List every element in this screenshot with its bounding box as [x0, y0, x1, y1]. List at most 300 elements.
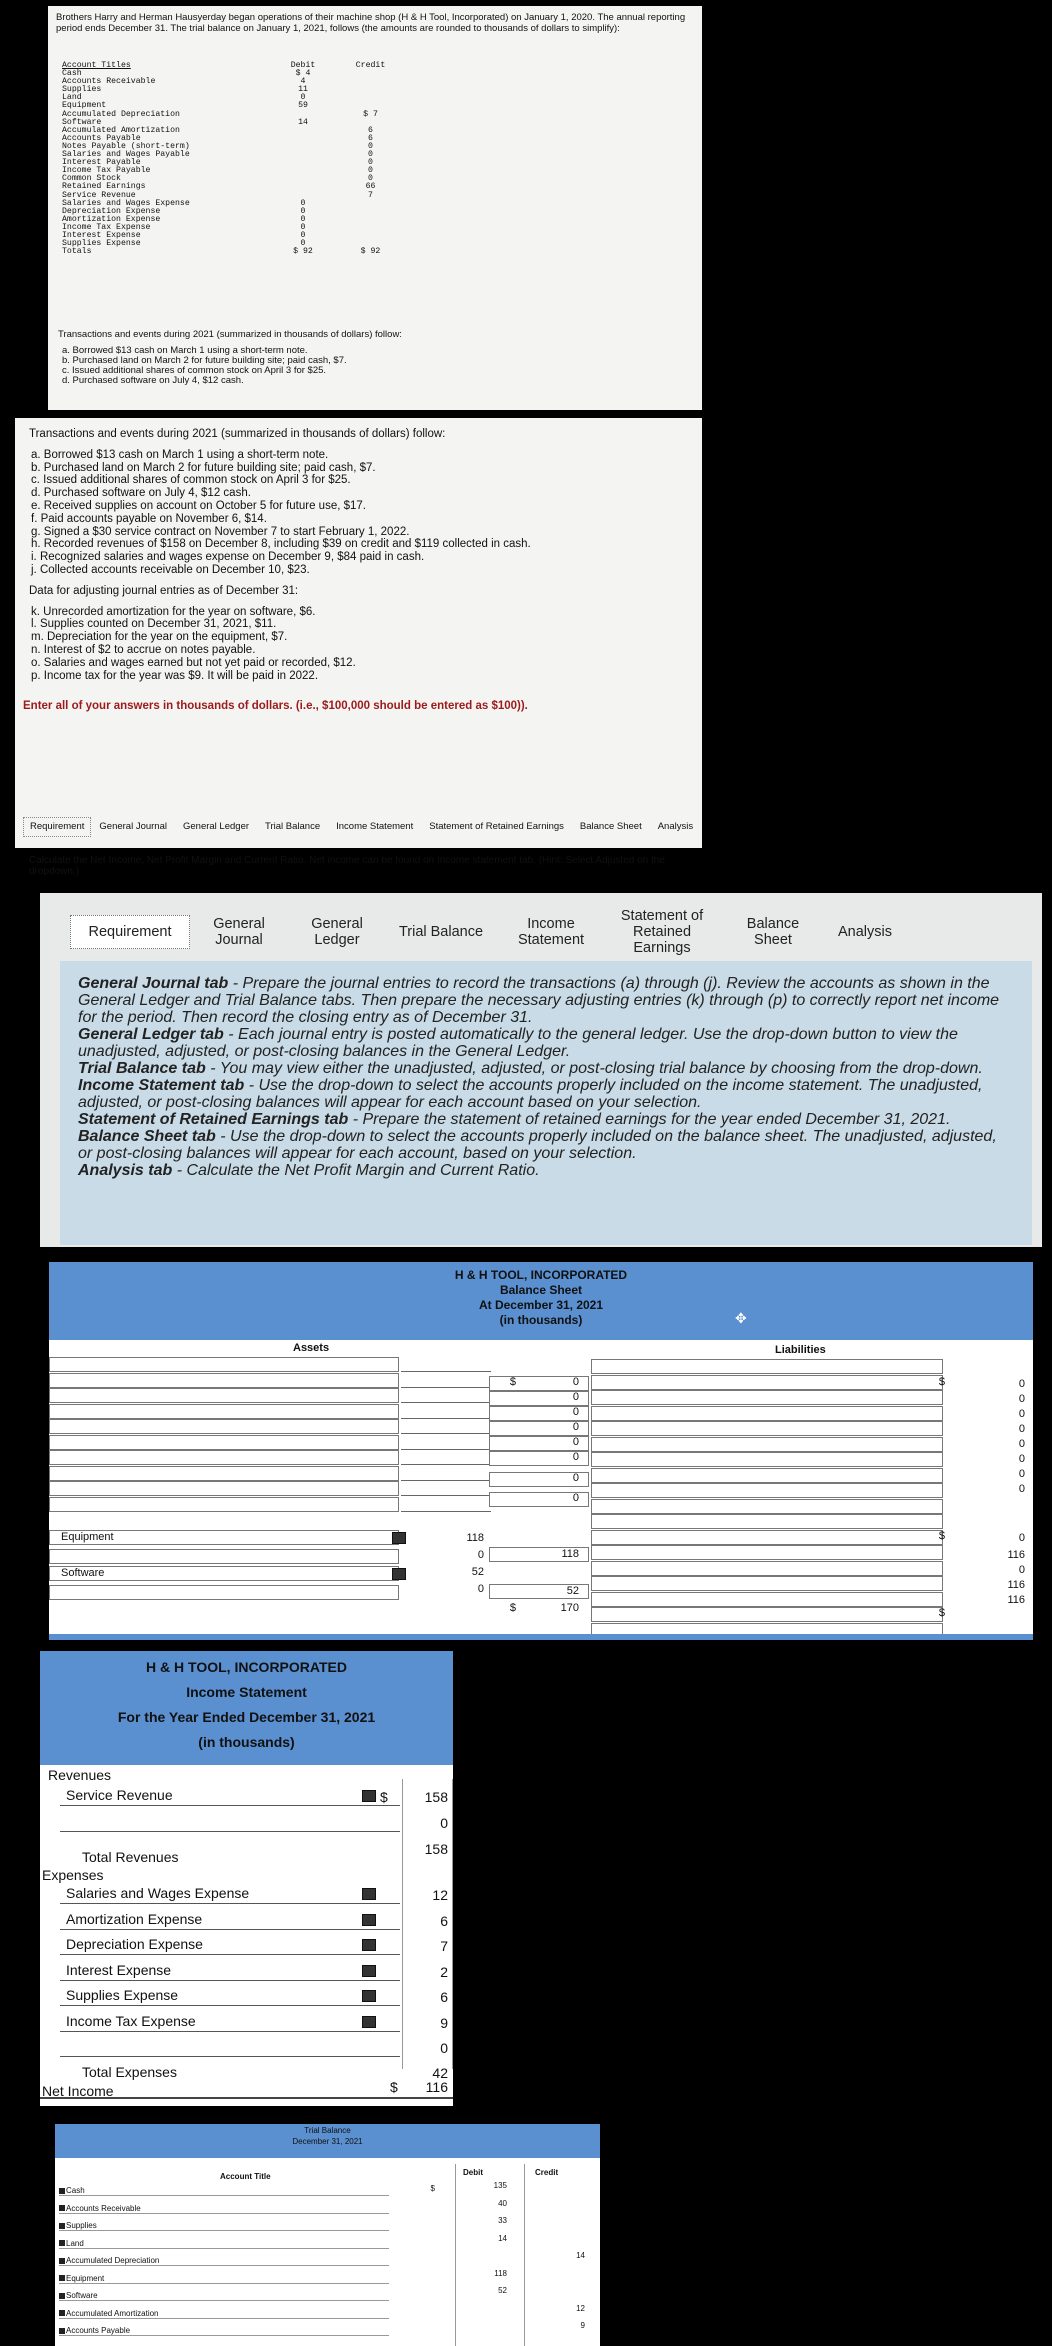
- dropdown-icon[interactable]: [59, 2188, 65, 2194]
- problem-panel-full: [15, 418, 702, 877]
- instruction-tab-name: Income Statement tab: [78, 1077, 245, 1094]
- tab-small-4[interactable]: Income Statement: [336, 821, 414, 832]
- transaction-item: j. Collected accounts receivable on December 10, $23.: [31, 563, 310, 576]
- tb-credit: $ 7: [363, 109, 378, 119]
- tb-account-name: Software: [66, 2291, 98, 2300]
- instruction-text: - Prepare the statement of retained earnings for the year ended December 31, 2021.: [348, 1111, 951, 1128]
- transaction-item: h. Recorded revenues of $158 on December 8, including $39 on credit and $119 collected in cash.: [31, 538, 531, 551]
- tb-debit: [268, 167, 338, 175]
- instruction-line: [78, 975, 1014, 1026]
- liability-value: 116: [1007, 1594, 1025, 1606]
- tb-credit: 0: [368, 150, 373, 160]
- transactions-short: [58, 330, 678, 386]
- other-account[interactable]: [49, 1585, 399, 1600]
- tab-income-statement[interactable]: Income Statement: [517, 915, 585, 948]
- expense-value: 6: [440, 1989, 448, 2005]
- trial-balance: [55, 2124, 600, 2346]
- instruction-text: - You may view either the unadjusted, adjusted, or post-closing trial balance by choosing from the drop-down.: [205, 1060, 983, 1077]
- liability-account-input[interactable]: [591, 1452, 943, 1467]
- tb-account: Depreciation Expense: [62, 206, 161, 216]
- tb-debit-value: 40: [498, 2198, 507, 2208]
- tab-trial-balance[interactable]: Trial Balance: [398, 923, 484, 940]
- expense-value: 7: [440, 1938, 448, 1954]
- instructions-box: [60, 961, 1032, 1245]
- dropdown-icon[interactable]: [59, 2258, 65, 2264]
- blank-expense-value: 0: [440, 2040, 448, 2056]
- tb-account: Income Tax Payable: [62, 166, 151, 176]
- tabs-bar-small: [23, 806, 701, 848]
- expense-row[interactable]: [60, 1980, 400, 1981]
- tb-debit: 11: [298, 85, 308, 95]
- tb-col-credit: Credit: [535, 2168, 559, 2177]
- asset-value: 0: [572, 1436, 579, 1448]
- tb-account: Income Tax Expense: [62, 222, 151, 232]
- instruction-tab-name: Balance Sheet tab: [78, 1128, 216, 1145]
- expense-value: 12: [432, 1887, 448, 1903]
- adjustment-item: l. Supplies counted on December 31, 2021, $11.: [31, 618, 277, 631]
- bs-unit: (in thousands): [499, 1313, 583, 1327]
- debit-column-box: [455, 2164, 525, 2346]
- problem-intro: Brothers Harry and Herman Hausyerday began operations of their machine shop (H & H Tool, Incorporated) on January 1, 2020. The annual reporting period ends December 31. The trial balance on January 1, 2021, follows (the amounts are rounded to thousands of dollars to simplify):: [56, 12, 686, 34]
- trial-balance-row[interactable]: [59, 2291, 389, 2301]
- asset-account-input[interactable]: [49, 1388, 399, 1403]
- tb-debit: 0: [300, 230, 306, 240]
- software-accum: 0: [477, 1583, 484, 1595]
- liability-value: 116: [1007, 1549, 1025, 1561]
- tb-debit: [268, 151, 338, 159]
- service-revenue-label: Service Revenue: [66, 1787, 173, 1803]
- asset-amount-cell[interactable]: [401, 1466, 491, 1481]
- transaction-item: b. Purchased land on March 2 for future building site; paid cash, $7.: [62, 355, 347, 366]
- transaction-item: a. Borrowed $13 cash on March 1 using a short-term note.: [31, 448, 329, 461]
- liability-account-input[interactable]: [591, 1468, 943, 1483]
- asset-value: 0: [572, 1492, 579, 1504]
- tb-credit: [338, 224, 403, 232]
- transaction-item: d. Purchased software on July 4, $12 cash.: [31, 487, 251, 500]
- service-revenue-row[interactable]: [60, 1805, 400, 1806]
- expense-value: 9: [440, 2014, 448, 2031]
- adjustment-item: m. Depreciation for the year on the equipment, $7.: [31, 631, 288, 644]
- blank-revenue-row[interactable]: [60, 1831, 400, 1832]
- tb-credit: 0: [368, 141, 373, 151]
- dropdown-icon[interactable]: [362, 1914, 376, 1926]
- dropdown-icon[interactable]: [59, 2240, 65, 2246]
- liabilities-label: Liabilities: [775, 1344, 826, 1356]
- transaction-item: b. Purchased land on March 2 for future building site; paid cash, $7.: [31, 461, 376, 474]
- instruction-text: - Use the drop-down to select the accounts properly included on the balance sheet. The unadjusted, adjusted, or post-closing balances will appear for each account, based on your selection.: [78, 1128, 997, 1162]
- asset-value: 0: [572, 1391, 579, 1403]
- total-assets: 170: [560, 1602, 579, 1614]
- liability-value: 116: [1007, 1579, 1025, 1591]
- total-expenses-value: 42: [432, 2065, 448, 2081]
- tb-account-name: Accumulated Depreciation: [66, 2256, 160, 2265]
- dropdown-icon[interactable]: [362, 1965, 376, 1977]
- asset-account-input[interactable]: [49, 1419, 399, 1434]
- tb-title: Trial Balance: [304, 2126, 351, 2135]
- initial-trial-balance: [58, 62, 403, 256]
- dropdown-icon[interactable]: [59, 2205, 65, 2211]
- expense-label: Supplies Expense: [66, 1987, 179, 2003]
- tb-credit-value: 14: [576, 2251, 585, 2260]
- liability-value: 0: [1018, 1408, 1025, 1420]
- liability-account-input[interactable]: [591, 1592, 943, 1607]
- net-income-label: Net Income: [42, 2083, 114, 2099]
- asset-amount-cell[interactable]: [401, 1481, 491, 1496]
- tb-account-name: Accounts Receivable: [66, 2203, 141, 2213]
- transaction-item: c. Issued additional shares of common stock on April 3 for $25.: [62, 365, 327, 376]
- transaction-item: f. Paid accounts payable on November 6, $14.: [31, 512, 267, 525]
- trial-balance-row[interactable]: [59, 2221, 389, 2231]
- instruction-line: [78, 1060, 1014, 1077]
- tb-account: Accumulated Depreciation: [62, 109, 180, 119]
- asset-value: 0: [572, 1421, 579, 1433]
- is-unit: (in thousands): [198, 1734, 295, 1750]
- tb-credit: $ 92: [360, 247, 381, 257]
- liability-account-input[interactable]: [591, 1530, 943, 1545]
- equipment-net: 118: [561, 1548, 579, 1560]
- dollar-sign: $: [509, 1376, 516, 1388]
- tb-account: Interest Payable: [62, 158, 141, 168]
- hint-text: Calculate the Net Income, Net Profit Margin and Current Ratio. Net income can be found on Income statement tab. (Hint: Select Adjusted on the dropdown.): [29, 855, 665, 877]
- tb-account: Cash: [62, 69, 82, 79]
- asset-amount-cell[interactable]: [401, 1373, 491, 1388]
- net-income-border: [40, 2097, 453, 2099]
- tb-account: Service Revenue: [62, 190, 136, 200]
- instruction-tab-name: General Ledger tab: [78, 1026, 224, 1043]
- tb-account: Amortization Expense: [62, 214, 161, 224]
- tb-credit: [338, 216, 403, 224]
- is-title: Income Statement: [186, 1684, 307, 1700]
- bs-company: H & H TOOL, INCORPORATED: [454, 1268, 628, 1282]
- tb-account: Accumulated Amortization: [62, 125, 180, 135]
- liability-account-input[interactable]: [591, 1483, 943, 1498]
- tb-credit: 6: [368, 133, 373, 143]
- liability-value: 0: [1018, 1468, 1025, 1480]
- instruction-text: - Prepare the journal entries to record the transactions (a) through (j). Review the accounts as shown in the General Ledger and Trial Balance tabs. Then prepare the necessary adjusting entries (k) through (p) to correctly report net income for the period. Then record the closing entry as of December 31.: [78, 975, 1000, 1026]
- asset-account-input[interactable]: [49, 1357, 399, 1372]
- tb-header-credit: Credit: [355, 61, 386, 70]
- tab-small-3[interactable]: Trial Balance: [265, 821, 321, 832]
- instruction-text: - Each journal entry is posted automatically to the general ledger. Use the drop-down button to view the unadjusted, adjusted, or post-closing balances in the General Ledger.: [78, 1026, 958, 1060]
- expense-label: Income Tax Expense: [66, 2012, 196, 2029]
- tb-account: Retained Earnings: [62, 182, 146, 192]
- asset-account-input[interactable]: [49, 1404, 399, 1419]
- liability-account-input[interactable]: [591, 1390, 943, 1405]
- tb-debit: 14: [298, 117, 308, 127]
- asset-account-input[interactable]: [49, 1450, 399, 1465]
- tb-debit: 0: [300, 206, 306, 216]
- tb-debit: 0: [300, 93, 306, 103]
- income-statement: [40, 1651, 453, 2106]
- dropdown-icon[interactable]: [362, 1790, 376, 1802]
- liability-account-input[interactable]: [591, 1576, 943, 1591]
- instruction-line: [78, 1111, 1014, 1128]
- tb-account: Salaries and Wages Payable: [62, 150, 190, 160]
- bs-bottom-bar: [49, 1634, 1033, 1640]
- asset-amount-cell[interactable]: [401, 1404, 491, 1419]
- tab-analysis[interactable]: Analysis: [838, 923, 892, 940]
- tb-header-title: Account Titles: [62, 61, 131, 70]
- tb-header-debit: Debit: [290, 61, 316, 70]
- tab-small-7[interactable]: Analysis: [657, 821, 694, 832]
- liability-account-input[interactable]: [591, 1514, 943, 1529]
- trial-balance-row[interactable]: [59, 2274, 389, 2284]
- tb-debit: [268, 159, 338, 167]
- liability-value: 0: [1018, 1453, 1025, 1465]
- tb-debit: 0: [300, 222, 306, 232]
- liability-value: 0: [1018, 1423, 1025, 1435]
- tab-balance-sheet[interactable]: Balance Sheet: [746, 915, 800, 948]
- tb-account: Totals: [62, 247, 92, 257]
- trial-balance-row[interactable]: [59, 2204, 389, 2214]
- tb-row: [58, 94, 403, 102]
- liability-account-input[interactable]: [591, 1437, 943, 1452]
- balance-sheet-header: [49, 1262, 1033, 1340]
- trial-balance-row[interactable]: [59, 2326, 389, 2336]
- tb-col-title: Account Title: [220, 2172, 271, 2181]
- expense-value: 2: [440, 1963, 448, 1980]
- assets-label: Assets: [293, 1342, 330, 1354]
- liability-account-input[interactable]: [591, 1499, 943, 1514]
- dollar-sign: $: [509, 1602, 516, 1614]
- expense-row[interactable]: [60, 1929, 400, 1930]
- dropdown-icon[interactable]: [362, 1888, 376, 1900]
- tab-general-ledger[interactable]: General Ledger: [311, 915, 363, 948]
- tb-credit: [338, 200, 403, 208]
- tb-credit: 7: [368, 190, 373, 200]
- transactions-short-header: Transactions and events during 2021 (summarized in thousands of dollars) follow:: [58, 329, 402, 340]
- tb-account-name: Cash: [66, 2186, 85, 2195]
- other-account[interactable]: [49, 1549, 399, 1564]
- dollar-sign: $: [380, 1789, 388, 1805]
- tb-debit: 0: [300, 239, 306, 249]
- dollar-sign: $: [938, 1530, 945, 1542]
- blank-expense-row[interactable]: [60, 2056, 400, 2057]
- tab-requirement[interactable]: Requirement: [70, 915, 190, 949]
- tb-account: Equipment: [62, 101, 107, 111]
- tab-small-5[interactable]: Statement of Retained Earnings: [429, 821, 564, 832]
- adjustments-header: Data for adjusting journal entries as of December 31:: [29, 584, 299, 597]
- instruction-line: [78, 1128, 1014, 1162]
- liability-value: 0: [1018, 1378, 1025, 1390]
- trial-balance-row[interactable]: [59, 2186, 389, 2196]
- asset-value: 0: [572, 1406, 579, 1418]
- dropdown-icon[interactable]: [392, 1532, 406, 1544]
- bs-title: Balance Sheet: [499, 1283, 583, 1297]
- transaction-item: e. Received supplies on account on October 5 for future use, $17.: [31, 499, 366, 512]
- liability-account-input[interactable]: [591, 1545, 943, 1560]
- blank-revenue-value: 0: [440, 1815, 448, 1831]
- tb-debit-value: 135: [493, 2181, 507, 2190]
- tb-date: December 31, 2021: [292, 2137, 363, 2146]
- equipment-gross: 118: [466, 1532, 484, 1544]
- asset-value: 0: [572, 1472, 579, 1484]
- expense-row[interactable]: [60, 2005, 400, 2006]
- instruction-line: [78, 1162, 1014, 1179]
- transactions-header: Transactions and events during 2021 (summarized in thousands of dollars) follow:: [29, 428, 446, 440]
- asset-account-input[interactable]: [49, 1373, 399, 1388]
- trial-balance-row[interactable]: [59, 2239, 389, 2249]
- tb-debit: [268, 183, 338, 191]
- tb-credit: 0: [368, 174, 373, 184]
- tb-debit: $ 92: [293, 247, 313, 257]
- software-net: 52: [566, 1585, 579, 1597]
- asset-amount-cell[interactable]: [401, 1419, 491, 1434]
- instruction-tab-name: Analysis tab: [78, 1162, 173, 1179]
- bs-date: At December 31, 2021: [478, 1298, 604, 1312]
- tb-account: Supplies: [62, 85, 102, 95]
- tab-small-2[interactable]: General Ledger: [183, 821, 250, 832]
- liability-account-input[interactable]: [591, 1406, 943, 1421]
- liability-account-input[interactable]: [591, 1359, 943, 1374]
- dollar-sign: $: [938, 1607, 945, 1619]
- asset-amount-cell[interactable]: [401, 1388, 491, 1403]
- liability-account-input[interactable]: [591, 1421, 943, 1436]
- liability-account-input[interactable]: [591, 1561, 943, 1576]
- tb-credit: 66: [365, 182, 376, 192]
- transaction-item: i. Recognized salaries and wages expense on December 9, $84 paid in cash.: [31, 551, 425, 564]
- tab-small-1[interactable]: General Journal: [99, 821, 167, 832]
- expense-row[interactable]: [60, 2031, 400, 2032]
- is-company: H & H TOOL, INCORPORATED: [146, 1659, 347, 1675]
- adjustment-item: n. Interest of $2 to accrue on notes payable.: [31, 643, 256, 656]
- tab-small-0[interactable]: Requirement: [23, 817, 91, 837]
- tb-credit: [338, 86, 403, 94]
- tb-credit: [338, 94, 403, 102]
- problem-panel-top: [48, 6, 702, 410]
- revenues-label: Revenues: [48, 1767, 112, 1783]
- tb-account: Accounts Receivable: [62, 77, 156, 87]
- equipment-label: Equipment: [61, 1531, 114, 1543]
- expenses-label: Expenses: [42, 1867, 104, 1883]
- expense-row[interactable]: [60, 1954, 400, 1955]
- tb-debit: 4: [300, 77, 306, 87]
- tb-debit: [268, 143, 338, 151]
- instruction-line: [78, 1026, 1014, 1060]
- balance-sheet: [49, 1262, 1033, 1640]
- asset-account-input[interactable]: [49, 1435, 399, 1450]
- dropdown-icon[interactable]: [59, 2328, 65, 2334]
- dropdown-icon[interactable]: [362, 1990, 376, 2002]
- dropdown-icon[interactable]: [392, 1568, 406, 1580]
- expense-label: Interest Expense: [66, 1961, 172, 1978]
- tb-account: Accounts Payable: [62, 133, 141, 143]
- tb-account: Supplies Expense: [62, 239, 141, 249]
- tb-debit: 0: [300, 198, 306, 208]
- trial-balance-row[interactable]: [59, 2309, 389, 2319]
- tb-credit: [338, 78, 403, 86]
- dropdown-icon[interactable]: [59, 2275, 65, 2281]
- trial-balance-row[interactable]: [59, 2256, 389, 2266]
- liability-account-input[interactable]: [591, 1607, 943, 1622]
- liability-account-input[interactable]: [591, 1375, 943, 1390]
- expense-label: Amortization Expense: [66, 1910, 203, 1927]
- tb-account: Salaries and Wages Expense: [62, 198, 190, 208]
- tb-account-name: Equipment: [66, 2273, 105, 2283]
- asset-amount-cell[interactable]: [401, 1357, 491, 1372]
- dropdown-icon[interactable]: [59, 2310, 65, 2316]
- tb-account: Land: [62, 93, 82, 103]
- expense-label: Depreciation Expense: [66, 1936, 203, 1952]
- instructions-panel: [40, 893, 1042, 1247]
- net-income-value: 116: [425, 2079, 448, 2095]
- expense-row[interactable]: [60, 1903, 400, 1904]
- tb-account-name: Accumulated Amortization: [66, 2308, 159, 2318]
- asset-value: 0: [572, 1376, 579, 1388]
- transaction-item: c. Issued additional shares of common stock on April 3 for $25.: [31, 474, 351, 487]
- dropdown-icon[interactable]: [59, 2223, 65, 2229]
- dropdown-icon[interactable]: [362, 1939, 376, 1951]
- tb-row: [58, 86, 403, 94]
- income-statement-header: [40, 1651, 453, 1765]
- instruction-tab-name: Trial Balance tab: [78, 1060, 206, 1077]
- instruction-tab-name: Statement of Retained Earnings tab: [78, 1111, 349, 1128]
- tab-general-journal[interactable]: General Journal: [213, 915, 265, 948]
- tb-row: [58, 78, 403, 86]
- tb-row: [58, 111, 403, 119]
- tb-debit-value: 33: [498, 2216, 507, 2225]
- asset-value: 0: [572, 1451, 579, 1463]
- expense-label: Salaries and Wages Expense: [66, 1885, 250, 1901]
- tb-credit: 0: [368, 158, 373, 168]
- dollar-sign: $: [390, 2079, 398, 2095]
- asset-amount-cell[interactable]: [401, 1450, 491, 1465]
- tb-account: Notes Payable (short-term): [62, 141, 190, 151]
- tb-debit: [268, 127, 338, 135]
- dollar-sign: $: [430, 2184, 435, 2193]
- tb-account: Software: [62, 117, 102, 127]
- tb-col-debit: Debit: [463, 2168, 483, 2177]
- asset-account-input[interactable]: [49, 1466, 399, 1481]
- instruction-text: - Calculate the Net Profit Margin and Current Ratio.: [172, 1162, 540, 1179]
- tb-debit: $ 4: [295, 69, 311, 79]
- move-icon[interactable]: ✥: [735, 1310, 747, 1326]
- liability-value: 0: [1018, 1393, 1025, 1405]
- tb-credit: [338, 70, 403, 78]
- tb-row: [58, 240, 403, 248]
- tabs-bar: [70, 909, 898, 954]
- dropdown-icon[interactable]: [362, 2016, 376, 2028]
- liability-value: 0: [1018, 1438, 1025, 1450]
- tb-row: [58, 248, 403, 256]
- tb-account-name: Accounts Payable: [66, 2326, 131, 2335]
- asset-account-input[interactable]: [49, 1497, 399, 1512]
- tab-statement-of-retained-earnings[interactable]: Statement of Retained Earnings: [620, 907, 704, 956]
- tb-credit: [338, 208, 403, 216]
- tb-debit-value: 52: [498, 2286, 507, 2295]
- asset-amount-cell[interactable]: [401, 1435, 491, 1450]
- tab-small-6[interactable]: Balance Sheet: [579, 821, 642, 832]
- tb-credit: [338, 232, 403, 240]
- adjustment-item: o. Salaries and wages earned but not yet paid or recorded, $12.: [31, 656, 356, 669]
- software-label: Software: [61, 1567, 105, 1579]
- entry-note: Enter all of your answers in thousands of dollars. (i.e., $100,000 should be entered as $100)).: [23, 700, 528, 713]
- tb-credit-value: 12: [576, 2303, 585, 2313]
- tb-account: Interest Expense: [62, 230, 141, 240]
- adjustment-item: p. Income tax for the year was $9. It will be paid in 2022.: [31, 669, 319, 682]
- asset-amount-cell[interactable]: [401, 1497, 491, 1512]
- dollar-sign: $: [938, 1376, 945, 1388]
- instruction-tab-name: General Journal tab: [78, 975, 229, 992]
- liability-value: 0: [1018, 1532, 1025, 1544]
- expense-value: 6: [440, 1912, 448, 1929]
- dropdown-icon[interactable]: [59, 2293, 65, 2299]
- tb-credit: 6: [368, 125, 373, 135]
- asset-account-input[interactable]: [49, 1481, 399, 1496]
- tb-account: Common Stock: [62, 174, 121, 184]
- tb-account-name: Supplies: [66, 2221, 97, 2230]
- software-gross: 52: [471, 1566, 484, 1578]
